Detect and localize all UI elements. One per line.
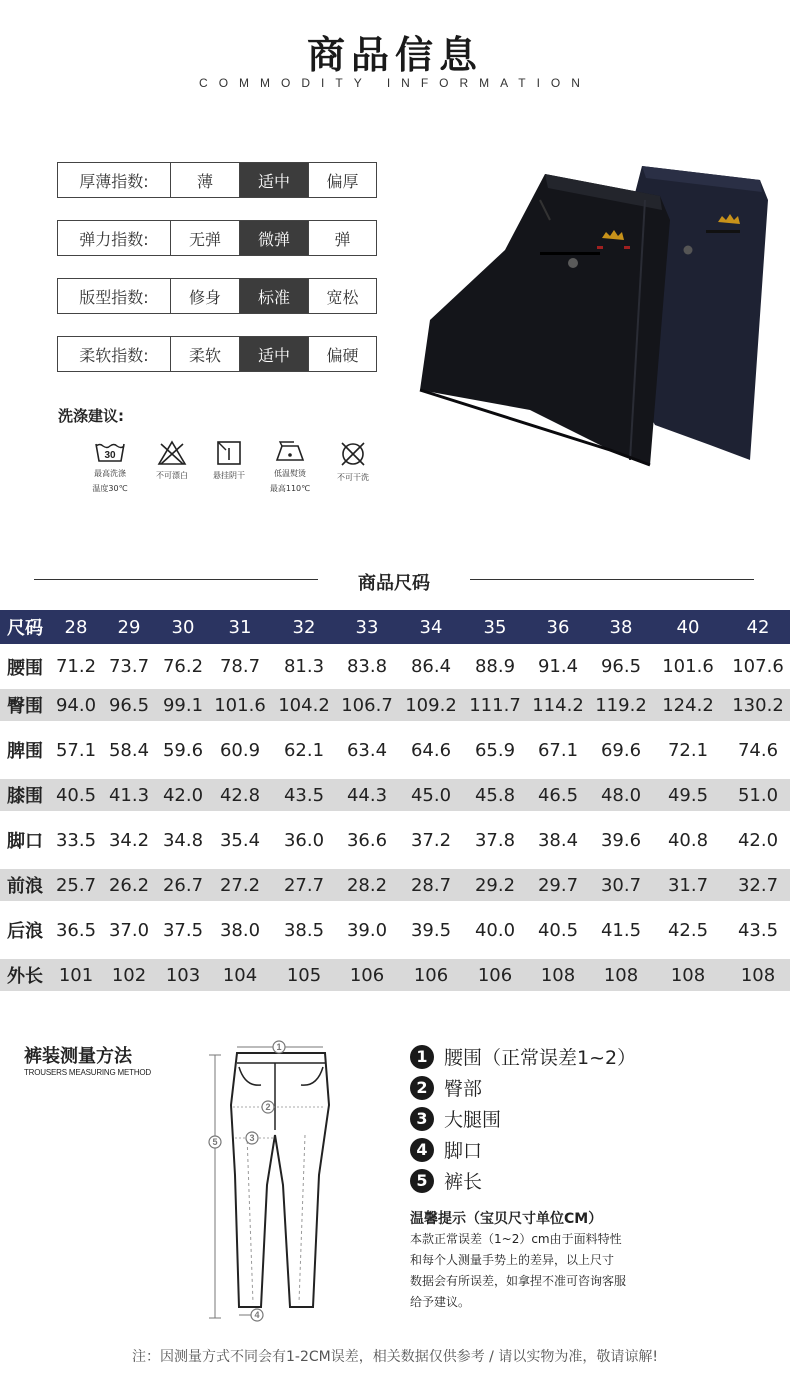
- wash-section-title: 洗涤建议:: [58, 407, 124, 425]
- table-cell: 27.7: [270, 869, 338, 901]
- size-table: [0, 610, 790, 991]
- legend-text-4: 脚口: [444, 1140, 483, 1162]
- table-cell: 41.3: [102, 779, 156, 811]
- table-cell: 63.4: [346, 739, 388, 761]
- size-header-cell: 38: [592, 610, 650, 644]
- table-cell: 71.2: [55, 656, 97, 677]
- legend-text-5: 裤长: [444, 1171, 483, 1193]
- table-row: [0, 779, 790, 811]
- table-cell: 28.2: [338, 869, 396, 901]
- table-cell: 72.1: [667, 739, 709, 761]
- iron-low-label-1: 低温熨烫: [274, 469, 306, 478]
- table-cell: 119.2: [592, 689, 650, 721]
- index-option: 宽松: [308, 279, 376, 313]
- legend-text-1: 腰围（正常误差1~2）: [444, 1047, 637, 1069]
- table-cell: 42.0: [737, 829, 779, 851]
- table-cell: 94.0: [50, 689, 102, 721]
- table-cell: 69.6: [600, 739, 642, 761]
- table-cell: 104.2: [270, 689, 338, 721]
- size-header-cell: 29: [102, 610, 156, 644]
- table-cell: 38.5: [283, 919, 325, 941]
- table-cell: 58.4: [108, 739, 150, 761]
- legend-num-1: 1: [410, 1045, 434, 1069]
- table-cell: 42.8: [210, 779, 270, 811]
- legend-num-2: 2: [410, 1076, 434, 1100]
- index-row: [57, 220, 377, 256]
- index-label: 弹力指数:: [79, 229, 149, 249]
- row-label: 脾围: [7, 741, 43, 762]
- index-row: [57, 278, 377, 314]
- table-row: [0, 689, 790, 721]
- no-bleach-label: 不可漂白: [156, 471, 188, 480]
- wash-30-label-2: 温度30℃: [92, 484, 128, 493]
- diagram-num-1: 1: [276, 1042, 282, 1052]
- row-label: 腰围: [7, 657, 43, 679]
- measure-subtitle: TROUSERS MEASURING METHOD: [24, 1068, 152, 1077]
- table-cell: 27.2: [210, 869, 270, 901]
- table-cell: 108: [650, 959, 726, 991]
- table-cell: 106: [466, 959, 524, 991]
- page-subtitle: COMMODITY INFORMATION: [199, 76, 591, 90]
- table-cell: 36.5: [55, 919, 97, 941]
- table-cell: 73.7: [108, 656, 150, 677]
- legend-item-hem: [410, 1136, 482, 1163]
- table-cell: 41.5: [600, 919, 642, 941]
- tip-line: 和每个人测量手势上的差异，以上尺寸: [410, 1253, 615, 1267]
- row-label: 后浪: [7, 921, 43, 942]
- table-cell: 39.5: [410, 919, 452, 941]
- table-cell: 40.5: [50, 779, 102, 811]
- table-cell: 106: [396, 959, 466, 991]
- table-cell: 39.0: [346, 919, 388, 941]
- table-cell: 48.0: [592, 779, 650, 811]
- table-cell: 40.0: [474, 919, 516, 941]
- index-option-selected: 适中: [239, 337, 308, 371]
- no-dryclean-label: 不可干洗: [337, 473, 369, 482]
- size-header-cell: 31: [210, 610, 270, 644]
- table-cell: 96.5: [102, 689, 156, 721]
- index-option: 无弹: [170, 221, 239, 255]
- table-cell: 108: [524, 959, 592, 991]
- table-cell: 83.8: [346, 656, 388, 677]
- table-cell: 102: [102, 959, 156, 991]
- table-cell: 104: [210, 959, 270, 991]
- table-cell: 46.5: [524, 779, 592, 811]
- legend-item-hip: [410, 1074, 482, 1101]
- table-cell: 31.7: [650, 869, 726, 901]
- trousers-diagram: [195, 1035, 355, 1330]
- no-bleach-icon: [157, 440, 187, 466]
- divider-right: [470, 579, 754, 580]
- size-header-cell: 42: [726, 610, 790, 644]
- table-row: [0, 644, 790, 689]
- footer-note: 注：因测量方式不同会有1-2CM误差，相关数据仅供参考 / 请以实物为准，敬请谅解!: [132, 1349, 658, 1365]
- table-cell: 57.1: [55, 739, 97, 761]
- table-cell: 108: [592, 959, 650, 991]
- table-cell: 108: [726, 959, 790, 991]
- table-cell: 105: [270, 959, 338, 991]
- table-cell: 26.7: [156, 869, 210, 901]
- table-cell: 86.4: [410, 656, 452, 677]
- index-option: 偏厚: [308, 163, 376, 197]
- row-label: 外长: [0, 959, 50, 991]
- table-cell: 33.5: [55, 829, 97, 851]
- size-header-label: 尺码: [0, 610, 50, 644]
- table-cell: 26.2: [102, 869, 156, 901]
- table-cell: 36.0: [283, 829, 325, 851]
- index-option-selected: 适中: [239, 163, 308, 197]
- row-label: 臀围: [0, 689, 50, 721]
- table-cell: 99.1: [156, 689, 210, 721]
- index-label: 厚薄指数:: [79, 171, 149, 191]
- tip-line: 本款正常误差（1~2）cm由于面料特性: [410, 1232, 622, 1246]
- table-cell: 109.2: [396, 689, 466, 721]
- wash-30-label-1: 最高洗涤: [94, 469, 126, 478]
- table-cell: 106: [338, 959, 396, 991]
- index-label: 版型指数:: [79, 287, 149, 307]
- index-option: 柔软: [170, 337, 239, 371]
- table-cell: 88.9: [474, 656, 516, 677]
- table-row: [0, 869, 790, 901]
- iron-low-label-2: 最高110℃: [269, 484, 311, 493]
- tip-line: 给予建议。: [410, 1295, 471, 1309]
- table-cell: 65.9: [474, 739, 516, 761]
- table-cell: 40.5: [537, 919, 579, 941]
- size-header-cell: 33: [338, 610, 396, 644]
- legend-num-3: 3: [410, 1107, 434, 1131]
- table-cell: 38.4: [537, 829, 579, 851]
- table-cell: 43.5: [737, 919, 779, 941]
- index-option: 薄: [170, 163, 239, 197]
- table-cell: 30.7: [592, 869, 650, 901]
- wash-30-item: [75, 440, 145, 494]
- size-header-cell: 40: [650, 610, 726, 644]
- table-cell: 29.2: [466, 869, 524, 901]
- pants-product-image: [410, 160, 790, 490]
- no-dryclean-item: [318, 440, 388, 483]
- size-header-cell: 36: [524, 610, 592, 644]
- size-header-cell: 30: [156, 610, 210, 644]
- size-header-cell: 34: [396, 610, 466, 644]
- table-cell: 28.7: [396, 869, 466, 901]
- table-row: [0, 901, 790, 959]
- legend-item-length: [410, 1167, 482, 1194]
- legend-text-3: 大腿围: [444, 1109, 502, 1131]
- index-option: 偏硬: [308, 337, 376, 371]
- row-label: 前浪: [0, 869, 50, 901]
- table-cell: 38.0: [219, 919, 261, 941]
- row-label: 脚口: [7, 831, 43, 852]
- index-label: 柔软指数:: [79, 345, 149, 365]
- diagram-num-4: 4: [254, 1310, 260, 1320]
- size-section-title: 商品尺码: [358, 573, 430, 594]
- table-cell: 42.5: [667, 919, 709, 941]
- table-cell: 101.6: [662, 656, 714, 677]
- table-cell: 25.7: [50, 869, 102, 901]
- table-row: [0, 959, 790, 991]
- size-header-cell: 28: [50, 610, 102, 644]
- table-cell: 37.2: [410, 829, 452, 851]
- table-row: [0, 811, 790, 869]
- page-title: 商品信息: [306, 33, 483, 77]
- table-row: [0, 721, 790, 779]
- table-cell: 67.1: [537, 739, 579, 761]
- table-cell: 45.8: [466, 779, 524, 811]
- table-cell: 44.3: [338, 779, 396, 811]
- index-option: 弹: [308, 221, 376, 255]
- size-header-row: [0, 610, 790, 644]
- legend-num-5: 5: [410, 1169, 434, 1193]
- table-cell: 40.8: [667, 829, 709, 851]
- table-cell: 124.2: [650, 689, 726, 721]
- table-cell: 42.0: [156, 779, 210, 811]
- legend-item-waist: [410, 1043, 636, 1070]
- table-cell: 106.7: [338, 689, 396, 721]
- table-cell: 36.6: [346, 829, 388, 851]
- table-cell: 32.7: [726, 869, 790, 901]
- legend-num-4: 4: [410, 1138, 434, 1162]
- table-cell: 39.6: [600, 829, 642, 851]
- iron-low-icon: [274, 440, 306, 464]
- legend-text-2: 臀部: [444, 1078, 483, 1100]
- table-cell: 51.0: [726, 779, 790, 811]
- diagram-num-5: 5: [212, 1137, 218, 1147]
- table-cell: 49.5: [650, 779, 726, 811]
- table-cell: 34.8: [162, 829, 204, 851]
- table-cell: 59.6: [162, 739, 204, 761]
- table-cell: 37.5: [162, 919, 204, 941]
- table-cell: 74.6: [737, 739, 779, 761]
- table-cell: 81.3: [283, 656, 325, 677]
- table-cell: 101: [50, 959, 102, 991]
- table-cell: 34.2: [108, 829, 150, 851]
- table-cell: 62.1: [283, 739, 325, 761]
- index-option-selected: 标准: [239, 279, 308, 313]
- index-option-selected: 微弹: [239, 221, 308, 255]
- index-option: 修身: [170, 279, 239, 313]
- table-cell: 45.0: [396, 779, 466, 811]
- size-header-cell: 32: [270, 610, 338, 644]
- tip-line: 数据会有所误差，如拿捏不准可咨询客服: [410, 1274, 627, 1288]
- index-row: [57, 336, 377, 372]
- table-cell: 37.8: [474, 829, 516, 851]
- table-cell: 101.6: [210, 689, 270, 721]
- row-label: 膝围: [0, 779, 50, 811]
- table-cell: 103: [156, 959, 210, 991]
- index-row: [57, 162, 377, 198]
- table-cell: 43.5: [270, 779, 338, 811]
- table-cell: 35.4: [219, 829, 261, 851]
- table-cell: 91.4: [537, 656, 579, 677]
- hang-dry-label: 悬挂阴干: [213, 471, 245, 480]
- table-cell: 96.5: [600, 656, 642, 677]
- table-cell: 76.2: [162, 656, 204, 677]
- table-cell: 111.7: [466, 689, 524, 721]
- hang-dry-item: [194, 440, 264, 481]
- table-cell: 78.7: [219, 656, 261, 677]
- table-cell: 114.2: [524, 689, 592, 721]
- hang-dry-icon: [216, 440, 242, 466]
- svg-text:30: 30: [104, 450, 116, 461]
- iron-low-item: [255, 440, 325, 494]
- size-header-cell: 35: [466, 610, 524, 644]
- table-cell: 29.7: [524, 869, 592, 901]
- diagram-num-2: 2: [265, 1102, 271, 1112]
- legend-item-thigh: [410, 1105, 501, 1132]
- measure-title: 裤装测量方法: [24, 1046, 132, 1067]
- diagram-num-3: 3: [249, 1133, 255, 1143]
- table-cell: 130.2: [726, 689, 790, 721]
- tip-title: 温馨提示（宝贝尺寸单位CM）: [410, 1211, 603, 1227]
- table-cell: 64.6: [410, 739, 452, 761]
- wash-30-icon: [94, 440, 126, 464]
- table-cell: 107.6: [732, 656, 784, 677]
- table-cell: 60.9: [219, 739, 261, 761]
- divider-left: [34, 579, 318, 580]
- no-dryclean-icon: [339, 440, 367, 468]
- table-cell: 37.0: [108, 919, 150, 941]
